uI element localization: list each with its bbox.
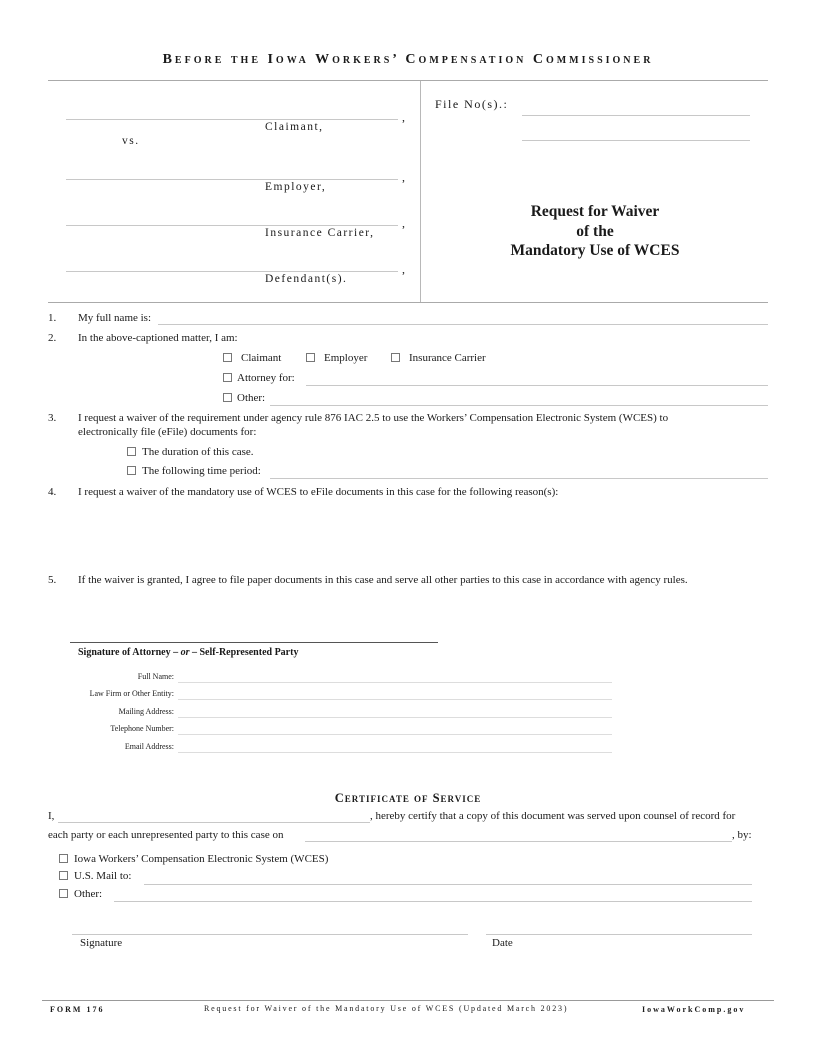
signature-line[interactable] — [70, 642, 438, 643]
other-option-label: Other: — [237, 392, 266, 404]
file-no-line-2[interactable] — [522, 140, 750, 141]
waiver-request-text: I request a waiver of the requirement under agency rule 876 IAC 2.5 to use the Workers’ Compensation Electronic System (WCES) to electronically file (eFile) documents for: — [78, 412, 669, 438]
full-name-field[interactable] — [158, 324, 768, 325]
full-name-label: My full name is: — [78, 312, 152, 324]
insurance-line[interactable] — [66, 225, 398, 226]
claimant-label: Claimant, — [265, 121, 324, 133]
service-date-field[interactable] — [305, 841, 732, 842]
item-number-3: 3. — [48, 412, 57, 424]
telephone-field[interactable] — [178, 734, 612, 735]
caption-comma: , — [402, 262, 405, 276]
mailing-address-field[interactable] — [178, 717, 612, 718]
request-title-line-1: Request for Waiver — [530, 203, 660, 220]
page-title: Before the Iowa Workers’ Compensation Commissioner — [162, 52, 654, 67]
sig-full-name-field[interactable] — [178, 682, 612, 683]
party-role-label: In the above-captioned matter, I am: — [78, 332, 238, 344]
certificate-title: Certificate of Service — [334, 791, 482, 805]
checkbox-icon — [127, 447, 136, 456]
us-mail-field[interactable] — [144, 884, 752, 885]
defendants-line[interactable] — [66, 271, 398, 272]
certifier-name-field[interactable] — [58, 822, 370, 823]
claimant-checkbox[interactable] — [223, 352, 281, 364]
request-title-line-2: of the — [576, 222, 614, 240]
checkbox-icon — [59, 854, 68, 863]
us-mail-option-label: U.S. Mail to: — [74, 870, 132, 882]
header-rule — [48, 80, 768, 81]
other-checkbox[interactable] — [223, 392, 265, 404]
checkbox-icon — [59, 871, 68, 880]
cert-signature-label: Signature — [80, 937, 123, 949]
law-firm-label: Law Firm or Other Entity: — [89, 689, 174, 698]
caption-comma: , — [402, 110, 405, 124]
signature-heading — [78, 647, 298, 658]
caption-comma: , — [402, 170, 405, 184]
defendants-label: Defendant(s). — [265, 273, 348, 285]
cert-date-field[interactable] — [486, 934, 752, 935]
form-number: FORM 176 — [50, 1005, 105, 1014]
other-role-field[interactable] — [270, 405, 768, 406]
checkbox-icon — [59, 889, 68, 898]
certify-text: , hereby certify that a copy of this document was served upon counsel of record for — [370, 810, 736, 822]
attorney-checkbox[interactable] — [223, 372, 295, 384]
employer-option-label: Employer — [324, 352, 368, 364]
vs-label: vs. — [122, 135, 140, 147]
other-service-field[interactable] — [114, 901, 752, 902]
wces-option-label: Iowa Workers’ Compensation Electronic System (WCES) — [74, 853, 329, 865]
insurance-label: Insurance Carrier, — [265, 227, 375, 239]
checkbox-icon — [223, 373, 232, 382]
time-period-checkbox[interactable] — [127, 465, 261, 477]
cert-date-label: Date — [492, 937, 513, 949]
other-service-checkbox[interactable] — [59, 888, 102, 900]
employer-label: Employer, — [265, 181, 327, 193]
mailing-address-label: Mailing Address: — [118, 707, 174, 716]
cert-i-label: I, — [48, 810, 55, 822]
time-period-field[interactable] — [270, 478, 768, 479]
time-period-option-label: The following time period: — [142, 465, 261, 477]
footer-rule — [42, 1000, 774, 1001]
checkbox-icon — [223, 393, 232, 402]
employer-checkbox[interactable] — [306, 352, 367, 364]
claimant-line[interactable] — [66, 119, 398, 120]
each-party-text: each party or each unrepresented party to this case on — [48, 829, 284, 841]
duration-option-label: The duration of this case. — [142, 446, 254, 458]
checkbox-icon — [306, 353, 315, 362]
file-no-label: File No(s).: — [435, 97, 509, 111]
item-number-5: 5. — [48, 574, 57, 586]
signature-heading-or: or — [180, 647, 190, 658]
checkbox-icon — [223, 353, 232, 362]
caption-bottom-rule — [48, 302, 768, 303]
checkbox-icon — [127, 466, 136, 475]
reasons-label: I request a waiver of the mandatory use of WCES to eFile documents in this case for the following reason(s): — [78, 486, 559, 498]
insurance-option-label: Insurance Carrier — [409, 352, 486, 364]
employer-line[interactable] — [66, 179, 398, 180]
us-mail-checkbox[interactable] — [59, 870, 131, 882]
telephone-label: Telephone Number: — [110, 724, 174, 733]
reasons-area[interactable] — [78, 502, 768, 568]
request-title — [450, 202, 740, 261]
cert-signature-field[interactable] — [72, 934, 468, 935]
duration-checkbox[interactable] — [127, 446, 254, 458]
insurance-carrier-checkbox[interactable] — [391, 352, 486, 364]
request-title-line-3: Mandatory Use of WCES — [510, 242, 680, 259]
file-no-line-1[interactable] — [522, 115, 750, 116]
item-number-4: 4. — [48, 486, 57, 498]
claimant-option-label: Claimant — [241, 352, 282, 364]
agreement-text: If the waiver is granted, I agree to file paper documents in this case and serve all other parties to this case in accordance with agency rules. — [78, 574, 688, 586]
signature-heading-a: Signature of Attorney – — [78, 647, 179, 658]
wces-checkbox[interactable] — [59, 853, 328, 865]
email-label: Email Address: — [124, 742, 174, 751]
footer-website: IowaWorkComp.gov — [642, 1005, 746, 1014]
attorney-for-field[interactable] — [306, 385, 768, 386]
caption-comma: , — [402, 216, 405, 230]
item-number-1: 1. — [48, 312, 57, 324]
caption-divider — [420, 81, 421, 302]
item-number-2: 2. — [48, 332, 57, 344]
attorney-option-label: Attorney for: — [237, 372, 295, 384]
law-firm-field[interactable] — [178, 699, 612, 700]
by-text: , by: — [732, 829, 752, 841]
checkbox-icon — [391, 353, 400, 362]
other-service-option-label: Other: — [74, 888, 103, 900]
email-field[interactable] — [178, 752, 612, 753]
full-name-sig-label: Full Name: — [137, 672, 174, 681]
signature-heading-b: – Self-Represented Party — [192, 647, 299, 658]
footer-form-title: Request for Waiver of the Mandatory Use of WCES (Updated March 2023) — [204, 1004, 569, 1013]
